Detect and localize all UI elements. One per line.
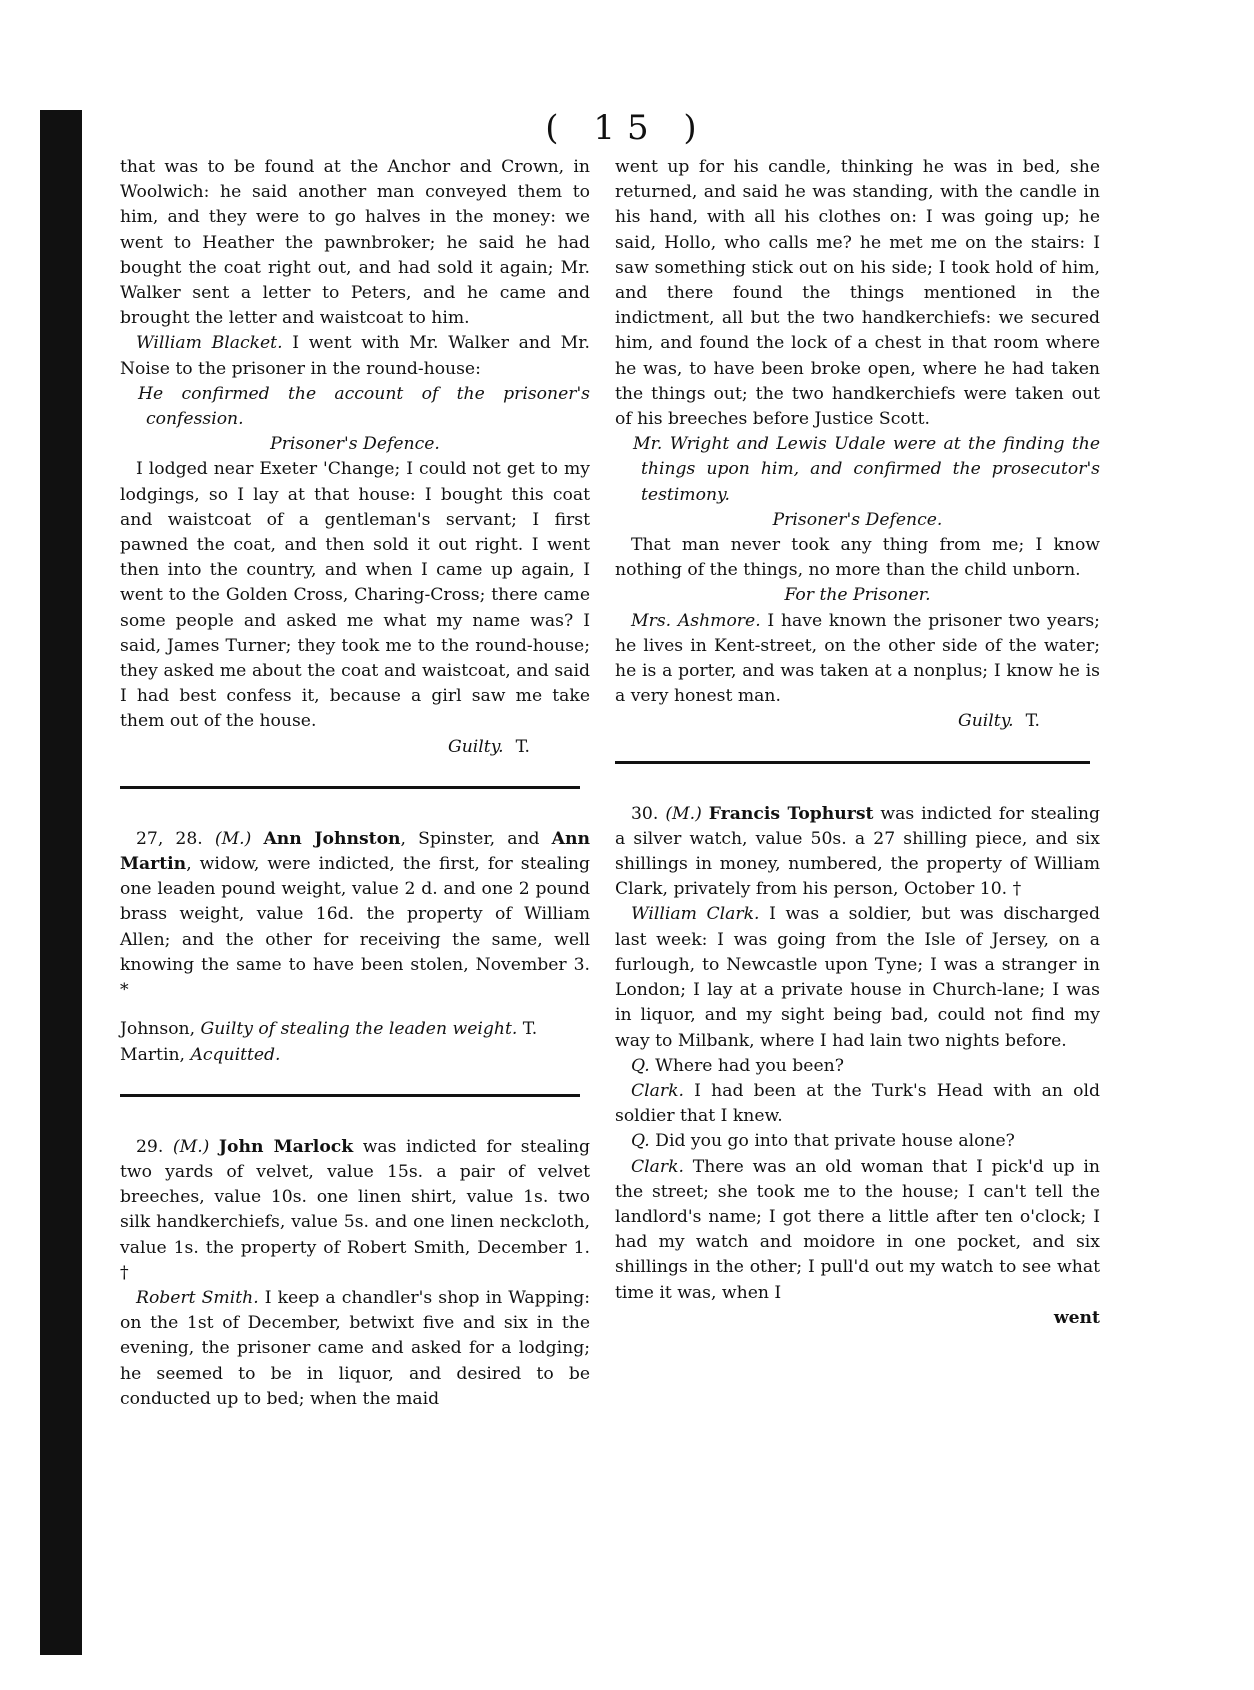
paragraph-continuation: that was to be found at the Anchor and Crown, in Woolwich: he said another man conveyed them to him, and they were to go halves in the money: we went to Heather the pawnbroker; he said he had bought the coat right out, and had sold it again; Mr. Walker sent a letter to Peters, and he came and brought the letter and waistcoat to him. bbox=[120, 157, 590, 329]
verdict-mark: T. bbox=[522, 1019, 538, 1040]
case-number: 29. bbox=[136, 1136, 164, 1157]
court-note: Mr. Wright and Lewis Udale were at the finding the things upon him, and confirmed the prosecutor's testimony. bbox=[633, 434, 1100, 505]
section-heading: Prisoner's Defence. bbox=[772, 509, 943, 530]
case-text: , widow, were indicted, the first, for stealing one leaden pound weight, value 2 d. and one 2 pound brass weight, value 16d. the property of William Allen; and the other for receiving the same, well knowing the same to have been stolen, November 3. * bbox=[120, 854, 590, 1001]
case-30 bbox=[615, 802, 1100, 903]
court-code: (M.) bbox=[665, 803, 702, 824]
case-text: , Spinster, and bbox=[400, 828, 552, 849]
verdict bbox=[615, 709, 1100, 734]
verdict bbox=[120, 735, 590, 760]
testimony-clark bbox=[615, 902, 1100, 1053]
defendant-surname: Johnson, bbox=[120, 1019, 196, 1040]
defendant-name: John Marlock bbox=[218, 1136, 354, 1157]
speaker-name: William Clark. bbox=[631, 904, 760, 925]
defendant-name: Ann Johnston bbox=[263, 828, 401, 849]
defence-text: I lodged near Exeter 'Change; I could not get to my lodgings, so I lay at that house: I bought this coat and waistcoat of a gentleman's servant; I first pawned the coat, and then sold it out right. I went then into the country, and when I came up again, I went to the Golden Cross, Charing-Cross; there came some people and asked me what my name was? I said, James Turner; they took me to the round-house; they asked me about the coat and waistcoat, and said I had best confess it, because a girl saw me take them out of the house. bbox=[120, 459, 590, 732]
case-number: 27, 28. bbox=[136, 828, 203, 849]
case-text: was indicted for stealing two yards of velvet, value 15s. a pair of velvet breeches, value 10s. one linen shirt, value 1s. two silk handkerchiefs, value 5s. and one linen neckcloth, value 1s. the property of Robert Smith, December 1. † bbox=[120, 1136, 590, 1283]
speaker-name: Clark. bbox=[631, 1080, 684, 1101]
catchword: went bbox=[1053, 1307, 1100, 1328]
defence-text: That man never took any thing from me; I know nothing of the things, no more than the child unborn. bbox=[615, 535, 1100, 581]
answer bbox=[615, 1155, 1100, 1306]
speaker-name: William Blacket. bbox=[136, 333, 283, 354]
defendant-name: Francis Tophurst bbox=[708, 803, 874, 824]
verdict-word: Guilty. bbox=[958, 711, 1014, 732]
case-text: was indicted for stealing a silver watch, value 50s. a 27 shilling piece, and six shillings in money, numbered, the property of William Clark, privately from his person, October 10. † bbox=[615, 803, 1100, 900]
question-text: Did you go into that private house alone? bbox=[649, 1131, 1015, 1152]
testimony-text: I keep a chandler's shop in Wapping: on the 1st of December, betwixt five and six in the evening, the prisoner came and asked for a lodging; he seemed to be in liquor, and desired to be conducted up to bed; when the maid bbox=[120, 1287, 590, 1409]
verdict-text: Acquitted. bbox=[185, 1044, 281, 1065]
right-column bbox=[615, 155, 1100, 1331]
verdict-word: Guilty. bbox=[448, 736, 504, 757]
defendant-surname: Martin, bbox=[120, 1044, 185, 1065]
verdict-mark: T. bbox=[515, 736, 530, 757]
testimony-text: I have known the prisoner two years; he lives in Kent-street, on the other side of the water; he is a porter, and was taken at a nonplus; I know he is a very honest man. bbox=[615, 610, 1100, 707]
defendant-name: Ann Martin bbox=[120, 828, 590, 875]
section-divider bbox=[615, 761, 1090, 764]
binding-shadow bbox=[40, 110, 82, 1655]
question-mark: Q. bbox=[631, 1131, 650, 1152]
testimony-smith bbox=[120, 1286, 590, 1412]
question-mark: Q. bbox=[631, 1055, 650, 1076]
court-code: (M.) bbox=[214, 828, 252, 849]
speaker-name: Mrs. Ashmore. bbox=[631, 610, 761, 631]
court-code: (M.) bbox=[172, 1136, 210, 1157]
answer-text: I had been at the Turk's Head with an old soldier that I knew. bbox=[615, 1080, 1100, 1127]
testimony-text: I went with Mr. Walker and Mr. Noise to the prisoner in the round-house: bbox=[120, 333, 590, 379]
left-column bbox=[120, 155, 590, 1412]
speaker-name: Clark. bbox=[631, 1156, 684, 1177]
question bbox=[615, 1054, 1100, 1079]
question bbox=[615, 1129, 1100, 1154]
paragraph-continuation: went up for his candle, thinking he was in bed, she returned, and said he was standing, with the candle in his hand, with all his clothes on: I was going up; he said, Hollo, who calls me? he met me on the stairs: I saw something stick out on his side; I took hold of him, and there found the things mentioned in the indictment, all but the two handkerchiefs: we secured him, and found the lock of a chest in that room where he was, to have been broke open, where he had taken the things out; the two handkerchiefs were taken out of his breeches before Justice Scott. bbox=[615, 157, 1100, 430]
case-number: 30. bbox=[631, 803, 659, 824]
section-divider bbox=[120, 786, 580, 789]
testimony-ashmore bbox=[615, 609, 1100, 710]
testimony-blacket bbox=[120, 331, 590, 381]
verdict-mark: T. bbox=[1025, 711, 1040, 732]
court-note: He confirmed the account of the prisoner's confession. bbox=[138, 383, 590, 430]
section-heading: Prisoner's Defence. bbox=[270, 434, 440, 455]
page-number: ( 15 ) bbox=[545, 108, 709, 148]
case-27-28 bbox=[120, 827, 590, 1003]
section-heading: For the Prisoner. bbox=[784, 585, 931, 606]
case-29 bbox=[120, 1135, 590, 1286]
verdict-text: Guilty of stealing the leaden weight. bbox=[195, 1019, 518, 1040]
answer bbox=[615, 1079, 1100, 1129]
answer-text: There was an old woman that I pick'd up in the street; she took me to the house; I can't tell the landlord's name; I got there a little after ten o'clock; I had my watch and moidore in one pocket, and six shillings in the other; I pull'd out my watch to see what time it was, when I bbox=[615, 1156, 1100, 1303]
section-divider bbox=[120, 1094, 580, 1097]
verdict bbox=[120, 1017, 590, 1067]
question-text: Where had you been? bbox=[649, 1055, 844, 1076]
testimony-text: I was a soldier, but was discharged last week: I was going from the Isle of Jersey, on a furlough, to Newcastle upon Tyne; I was a stranger in London; I lay at a private house in Church-lane; I was in liquor, and my sight being bad, could not find my way to Milbank, where I had lain two nights before. bbox=[615, 904, 1100, 1051]
speaker-name: Robert Smith. bbox=[136, 1287, 259, 1308]
